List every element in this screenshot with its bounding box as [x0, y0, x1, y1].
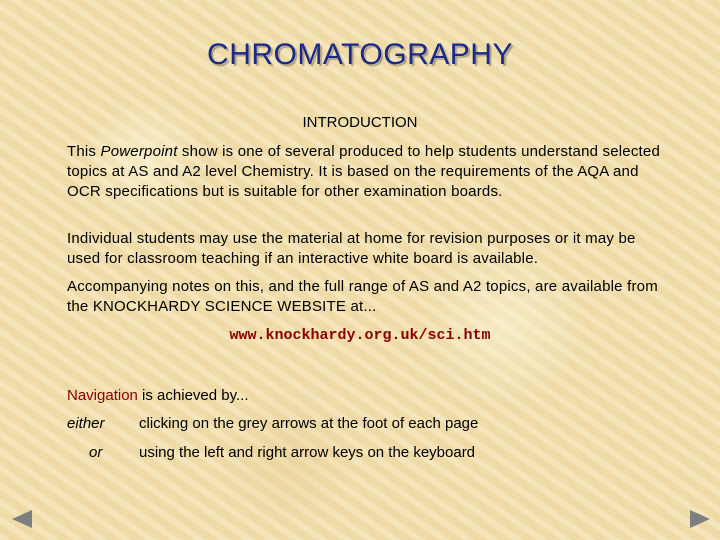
either-text: clicking on the grey arrows at the foot of each page	[139, 415, 479, 432]
either-label: either	[67, 415, 105, 432]
navigation-rest: is achieved by...	[137, 387, 249, 404]
intro-italic: Powerpoint	[100, 143, 178, 160]
slide-title: CHROMATOGRAPHY	[207, 38, 513, 71]
navigation-intro	[67, 387, 249, 404]
intro-text-end: show is one of several produced to help students understand selected topics at AS and A2 level Chemistry. It is based on the requirements of the AQA and OCR specifications but is suitable for other examination boards.	[67, 143, 660, 200]
right-arrow-icon[interactable]	[690, 510, 710, 528]
slide-subtitle: INTRODUCTION	[302, 114, 418, 131]
or-label: or	[89, 444, 103, 461]
or-text: using the left and right arrow keys on the keyboard	[139, 444, 476, 461]
intro-text-start: This	[67, 143, 101, 160]
notes-paragraph: Accompanying notes on this, and the full range of AS and A2 topics, are available from the KNOCKHARDY SCIENCE WEBSITE at...	[67, 278, 658, 315]
usage-paragraph: Individual students may use the material at home for revision purposes or it may be used for classroom teaching if an interactive white board is available.	[67, 230, 636, 267]
navigation-label: Navigation	[67, 387, 138, 404]
website-link[interactable]: www.knockhardy.org.uk/sci.htm	[229, 327, 491, 344]
intro-paragraph	[67, 142, 667, 202]
left-arrow-icon[interactable]	[12, 510, 32, 528]
